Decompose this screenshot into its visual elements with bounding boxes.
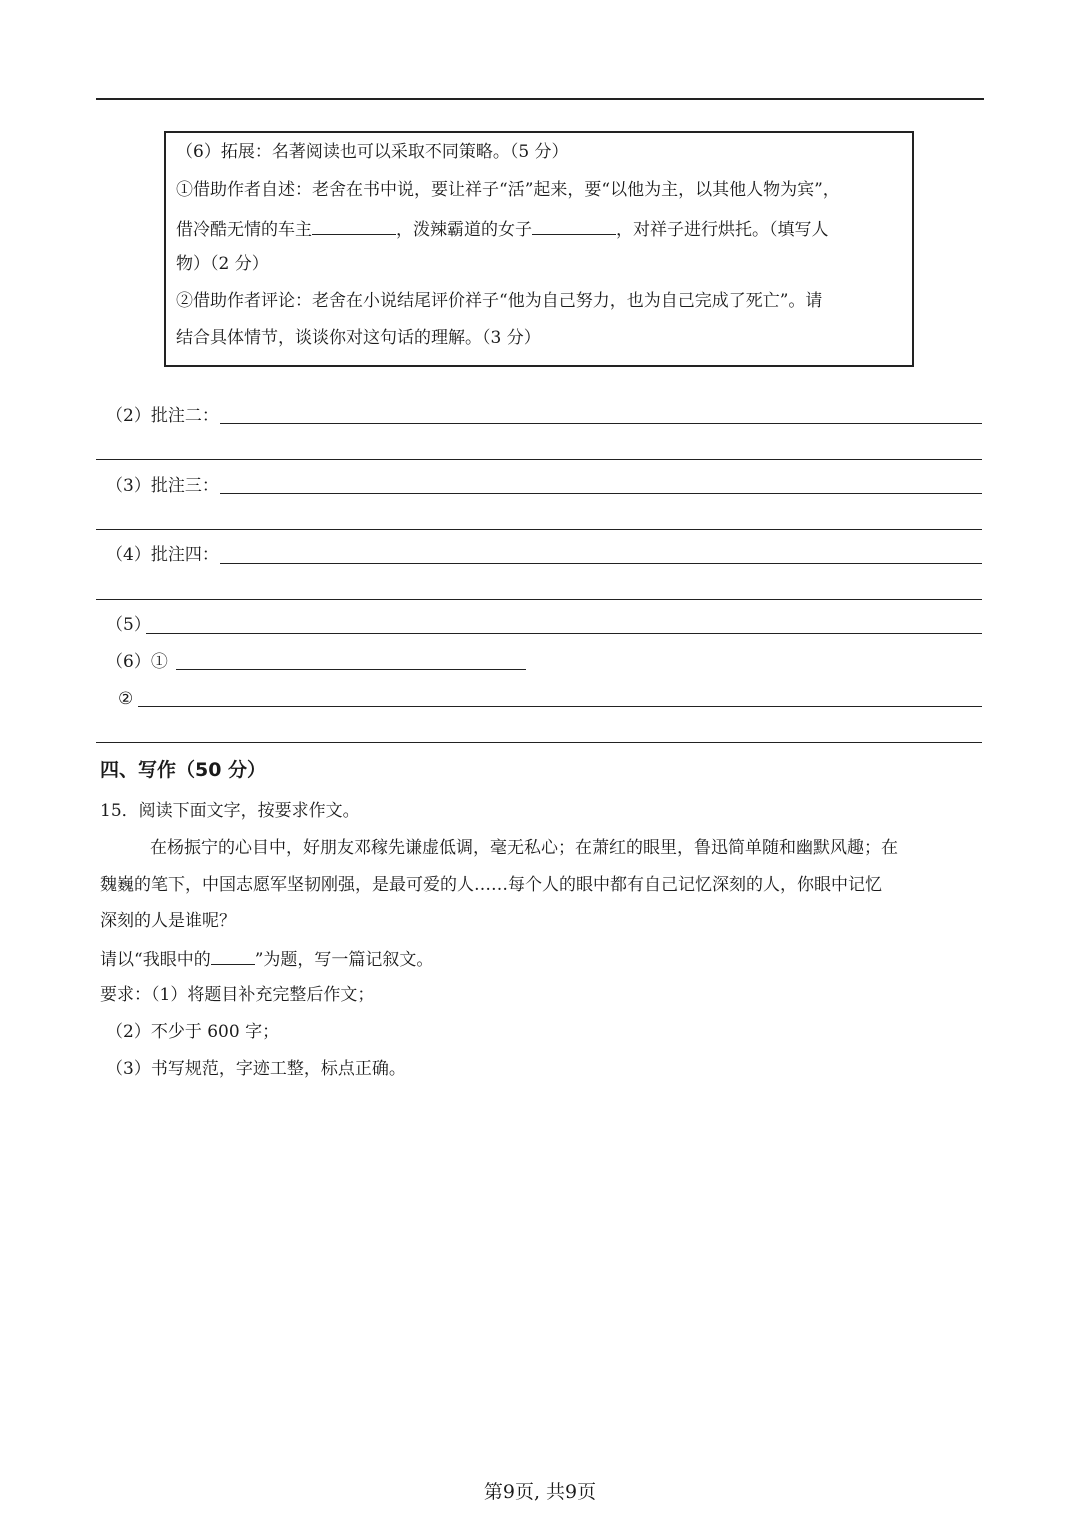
- box-line-5: ②借助作者评论：老舍在小说结尾评价祥子“他为自己努力，也为自己完成了死亡”。请: [176, 291, 823, 311]
- answer-line-6-1[interactable]: [176, 669, 526, 670]
- header-rule: [96, 98, 984, 100]
- box-line-2: ①借助作者自述：老舍在书中说，要让祥子“活”起来，要“以他为主，以其他人物为宾”，: [176, 180, 840, 200]
- title-blank[interactable]: [211, 948, 255, 965]
- passage-line-1: 在杨振宁的心目中，好朋友邓稼先谦虚低调，毫无私心；在萧红的眼里，鲁迅简单随和幽默风趣；在: [150, 838, 898, 858]
- page-footer: 第9页, 共9页: [483, 1481, 597, 1503]
- requirement-1: 要求：（1）将题目补充完整后作文；: [100, 985, 375, 1005]
- passage-line-3: 深刻的人是谁呢？: [100, 911, 236, 931]
- box-line-3-a: 借冷酷无情的车主: [176, 220, 312, 240]
- answer-line-6-2a[interactable]: [138, 706, 982, 707]
- requirement-3: （3）书写规范，字迹工整，标点正确。: [106, 1059, 406, 1079]
- answer-line-2a[interactable]: [220, 423, 982, 424]
- answer-label-3: （3）批注三：: [106, 476, 219, 496]
- box-line-6: 结合具体情节，谈谈你对这句话的理解。（3 分）: [176, 328, 541, 348]
- box-line-3-b: ，泼辣霸道的女子: [396, 220, 532, 240]
- woman-blank[interactable]: [532, 217, 616, 235]
- answer-label-5: （5）: [106, 615, 151, 635]
- extension-question-box: [164, 131, 914, 367]
- owner-blank[interactable]: [312, 217, 396, 235]
- answer-line-3b[interactable]: [96, 529, 982, 530]
- answer-label-6-2: ②: [118, 689, 134, 709]
- answer-line-3a[interactable]: [220, 493, 982, 494]
- answer-label-6-1: （6）①: [106, 652, 168, 672]
- answer-line-5[interactable]: [146, 633, 982, 634]
- answer-label-4: （4）批注四：: [106, 545, 219, 565]
- answer-line-4a[interactable]: [220, 563, 982, 564]
- essay-prompt: [100, 948, 433, 970]
- box-line-3-c: ，对祥子进行烘托。（填写人: [616, 220, 829, 240]
- section-title: 四、写作（50 分）: [100, 759, 267, 781]
- passage-line-2: 魏巍的笔下，中国志愿军坚韧刚强，是最可爱的人……每个人的眼中都有自己记忆深刻的人，你眼中记忆: [100, 875, 882, 895]
- box-line-3: [176, 217, 829, 240]
- answer-line-2b[interactable]: [96, 459, 982, 460]
- essay-prompt-b: ”为题，写一篇记叙文。: [254, 950, 434, 970]
- requirement-2: （2）不少于 600 字；: [106, 1022, 280, 1042]
- question-15: 15．阅读下面文字，按要求作文。: [100, 801, 360, 821]
- answer-line-6-2b[interactable]: [96, 742, 982, 743]
- answer-label-2: （2）批注二：: [106, 406, 219, 426]
- box-line-1: （6）拓展：名著阅读也可以采取不同策略。（5 分）: [176, 142, 569, 162]
- essay-prompt-a: 请以“我眼中的: [100, 950, 211, 970]
- answer-line-4b[interactable]: [96, 599, 982, 600]
- box-line-4: 物）（2 分）: [176, 254, 269, 274]
